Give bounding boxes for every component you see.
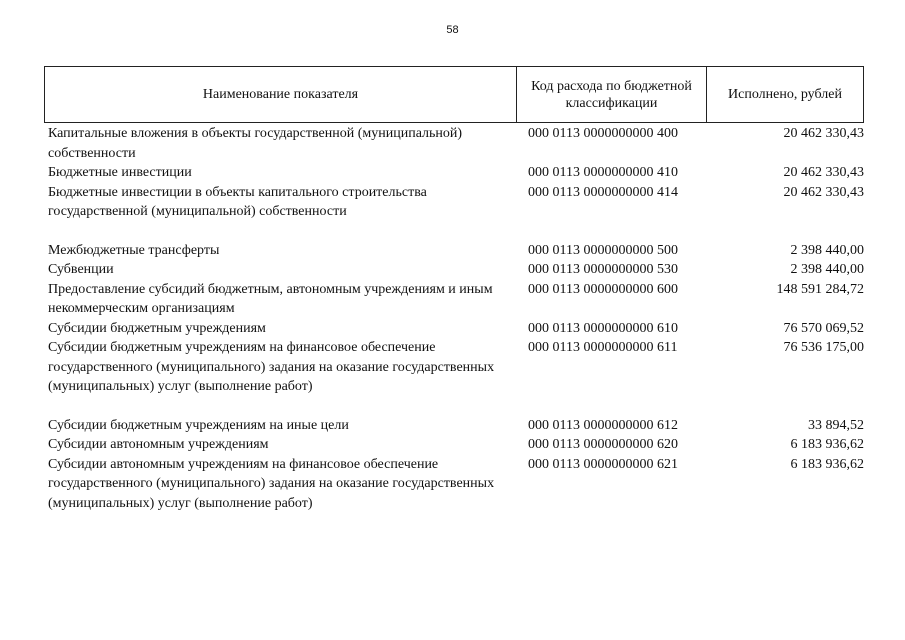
row-amount: 2 398 440,00 bbox=[790, 262, 864, 277]
table-header bbox=[44, 66, 864, 123]
row-amount: 148 591 284,72 bbox=[776, 281, 864, 297]
row-code: 000 0113 0000000000 611 bbox=[528, 340, 678, 355]
row-name: Субсидии бюджетным учреждениям на иные цели bbox=[48, 417, 349, 433]
row-amount: 76 536 175,00 bbox=[783, 340, 864, 355]
table-row bbox=[48, 124, 868, 163]
row-code: 000 0113 0000000000 530 bbox=[528, 262, 678, 277]
header-name: Наименование показателя bbox=[45, 67, 517, 122]
row-code: 000 0113 0000000000 612 bbox=[528, 417, 678, 433]
table-row bbox=[48, 416, 868, 436]
row-name: Бюджетные инвестиции bbox=[48, 165, 192, 180]
row-amount: 6 183 936,62 bbox=[790, 437, 864, 452]
page-number: 58 bbox=[446, 24, 459, 36]
row-code: 000 0113 0000000000 610 bbox=[528, 320, 678, 336]
row-code: 000 0113 0000000000 620 bbox=[528, 437, 678, 452]
header-amount: Исполнено, рублей bbox=[728, 87, 842, 102]
row-name: Субсидии бюджетным учреждениям bbox=[48, 320, 266, 336]
row-name: Субсидии автономным учреждениям на финансовое обеспечение государственного (муниципального) задания на оказание государственных (муниципальных) услуг (выполнение работ) bbox=[48, 456, 495, 511]
header-code: Код расхода по бюджетной классификации bbox=[517, 67, 707, 122]
row-name: Бюджетные инвестиции в объекты капитального строительства государственной (муниципальной) собственности bbox=[48, 184, 427, 219]
row-code: 000 0113 0000000000 621 bbox=[528, 456, 678, 472]
row-name: Субсидии бюджетным учреждениям на финансовое обеспечение государственного (муниципального) задания на оказание государственных (муниципальных) услуг (выполнение работ) bbox=[48, 340, 495, 394]
table-row bbox=[48, 241, 868, 261]
row-code: 000 0113 0000000000 414 bbox=[528, 184, 678, 200]
row-name: Межбюджетные трансферты bbox=[48, 242, 220, 258]
row-amount: 6 183 936,62 bbox=[790, 456, 864, 472]
row-name: Капитальные вложения в объекты государственной (муниципальной) собственности bbox=[48, 126, 463, 161]
row-amount: 20 462 330,43 bbox=[783, 126, 864, 141]
row-amount: 20 462 330,43 bbox=[783, 165, 864, 180]
table-row bbox=[48, 280, 868, 319]
row-name: Субсидии автономным учреждениям bbox=[48, 437, 269, 452]
table-row bbox=[48, 319, 868, 339]
table-row bbox=[48, 260, 868, 280]
row-code: 000 0113 0000000000 400 bbox=[528, 126, 678, 141]
table-row bbox=[48, 338, 868, 397]
table-body bbox=[48, 124, 868, 513]
row-code: 000 0113 0000000000 600 bbox=[528, 281, 678, 297]
table-row bbox=[48, 435, 868, 455]
row-code: 000 0113 0000000000 500 bbox=[528, 242, 678, 258]
row-code: 000 0113 0000000000 410 bbox=[528, 165, 678, 180]
row-name: Предоставление субсидий бюджетным, автономным учреждениям и иным некоммерческим организациям bbox=[48, 281, 493, 316]
row-amount: 2 398 440,00 bbox=[790, 242, 864, 258]
table-row bbox=[48, 163, 868, 183]
table-row bbox=[48, 183, 868, 222]
row-amount: 76 570 069,52 bbox=[783, 320, 864, 336]
row-amount: 33 894,52 bbox=[808, 417, 864, 433]
row-amount: 20 462 330,43 bbox=[783, 184, 864, 200]
row-name: Субвенции bbox=[48, 262, 114, 277]
table-row bbox=[48, 455, 868, 514]
